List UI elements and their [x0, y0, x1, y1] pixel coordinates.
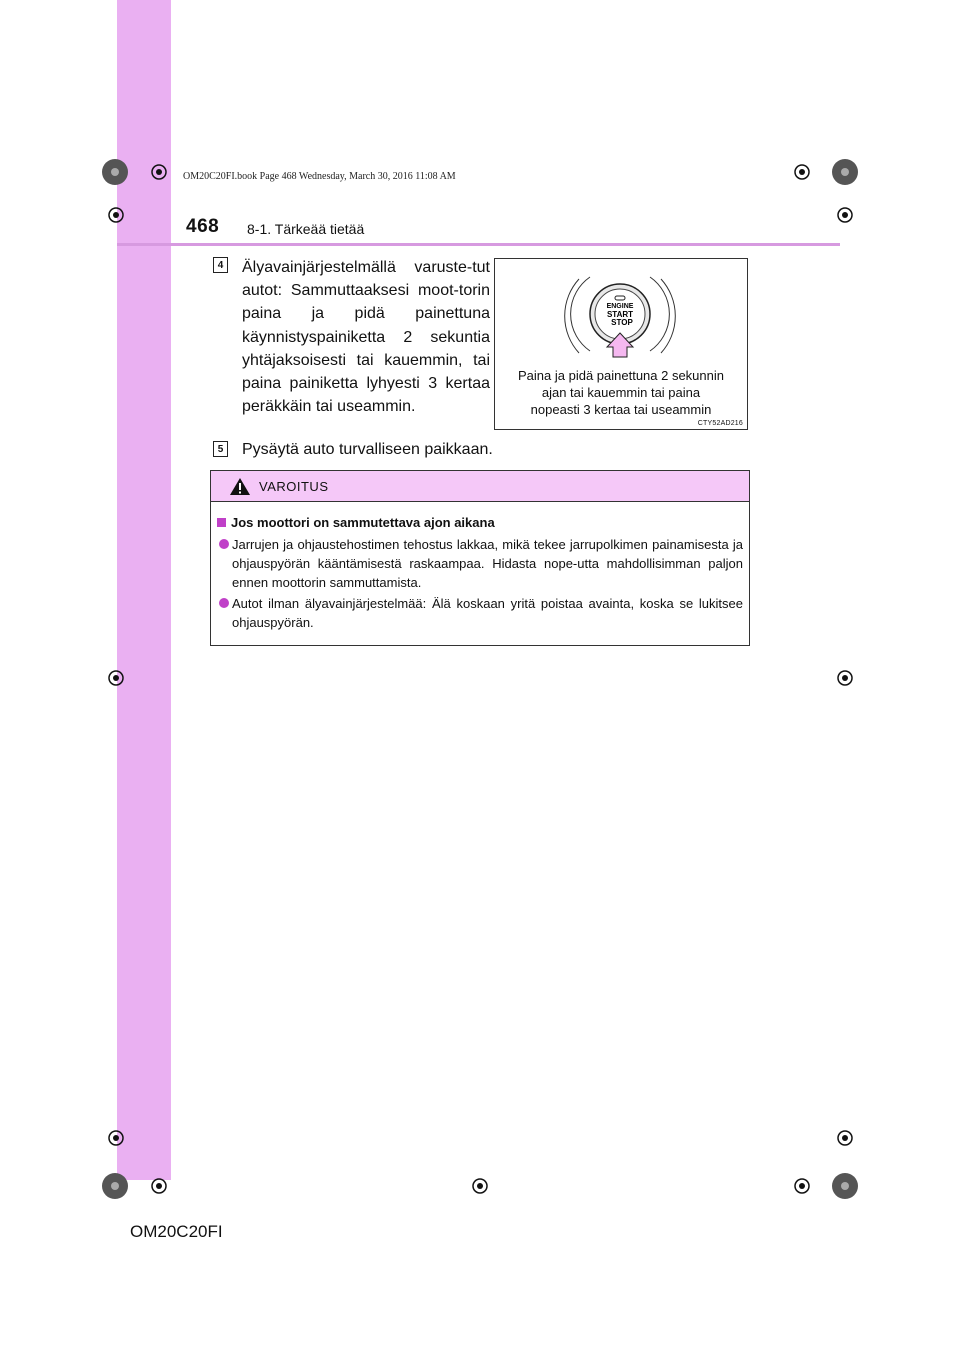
- registration-target-icon: [831, 158, 859, 186]
- engine-switch-figure: [494, 258, 748, 430]
- registration-mark-icon: [786, 1170, 818, 1202]
- figure-caption-line: ajan tai kauemmin tai paina: [541, 385, 701, 400]
- warning-item: [219, 535, 743, 592]
- engine-switch-illustration: [495, 259, 747, 365]
- start-label: START: [606, 310, 634, 319]
- figure-caption-line: nopeasti 3 kertaa tai useammin: [530, 402, 712, 417]
- registration-target-icon: [831, 1172, 859, 1200]
- figure-caption: [495, 367, 747, 418]
- header-rule: [117, 243, 840, 246]
- step-number-5: 5: [213, 441, 228, 457]
- warning-item: [219, 594, 743, 632]
- registration-mark-icon: [143, 1170, 175, 1202]
- registration-mark-icon: [143, 156, 175, 188]
- page-number: 468: [186, 216, 220, 237]
- registration-mark-icon: [829, 1122, 861, 1154]
- warning-heading: [217, 515, 495, 530]
- step-5-text: Pysäytä auto turvalliseen paikkaan.: [242, 441, 493, 458]
- square-bullet-icon: [217, 518, 226, 527]
- registration-target-icon: [101, 1172, 129, 1200]
- registration-mark-icon: [100, 1122, 132, 1154]
- warning-heading-text: Jos moottori on sammutettava ajon aikana: [231, 515, 495, 530]
- step-number-4: 4: [213, 257, 228, 273]
- registration-mark-icon: [100, 662, 132, 694]
- warning-label: VAROITUS: [259, 478, 329, 494]
- warning-header: [211, 471, 749, 502]
- figure-code: CTY52AD216: [697, 420, 743, 427]
- stop-label: STOP: [611, 318, 633, 327]
- book-stamp: OM20C20FI.book Page 468 Wednesday, March 30, 2016 11:08 AM: [183, 171, 456, 182]
- step-4-text: Älyavainjärjestelmällä varuste-tut autot: Sammuttaaksesi moot-torin paina ja pidä painettuna käynnistyspainiketta 2 sekuntia yhtäjaksoisesti tai kauemmin, tai paina painiketta lyhyesti 3 kertaa peräkkäin tai useammin.: [242, 259, 490, 416]
- warning-item-text: Jarrujen ja ohjaustehostimen tehostus lakkaa, mikä tekee jarrupolkimen painamisesta ja ohjauspyörän kääntämisestä raskaampaa. Hidasta nope-utta mahdollisimman paljon ennen moottorin sammuttamista.: [232, 537, 743, 590]
- warning-triangle-icon: [229, 477, 251, 496]
- dot-bullet-icon: [219, 539, 229, 549]
- footer-code: OM20C20FI: [130, 1222, 223, 1241]
- registration-mark-icon: [100, 199, 132, 231]
- warning-item-text: Autot ilman älyavainjärjestelmää: Älä koskaan yritä poistaa avainta, koska se lukitsee ohjauspyörän.: [232, 596, 743, 630]
- registration-mark-icon: [786, 156, 818, 188]
- warning-box: [210, 470, 750, 646]
- registration-mark-icon: [829, 662, 861, 694]
- registration-mark-icon: [464, 1170, 496, 1202]
- registration-mark-icon: [829, 199, 861, 231]
- engine-label: ENGINE: [606, 303, 634, 310]
- section-title: 8-1. Tärkeää tietää: [247, 221, 365, 237]
- registration-target-icon: [101, 158, 129, 186]
- figure-caption-line: Paina ja pidä painettuna 2 sekunnin: [518, 368, 724, 383]
- dot-bullet-icon: [219, 598, 229, 608]
